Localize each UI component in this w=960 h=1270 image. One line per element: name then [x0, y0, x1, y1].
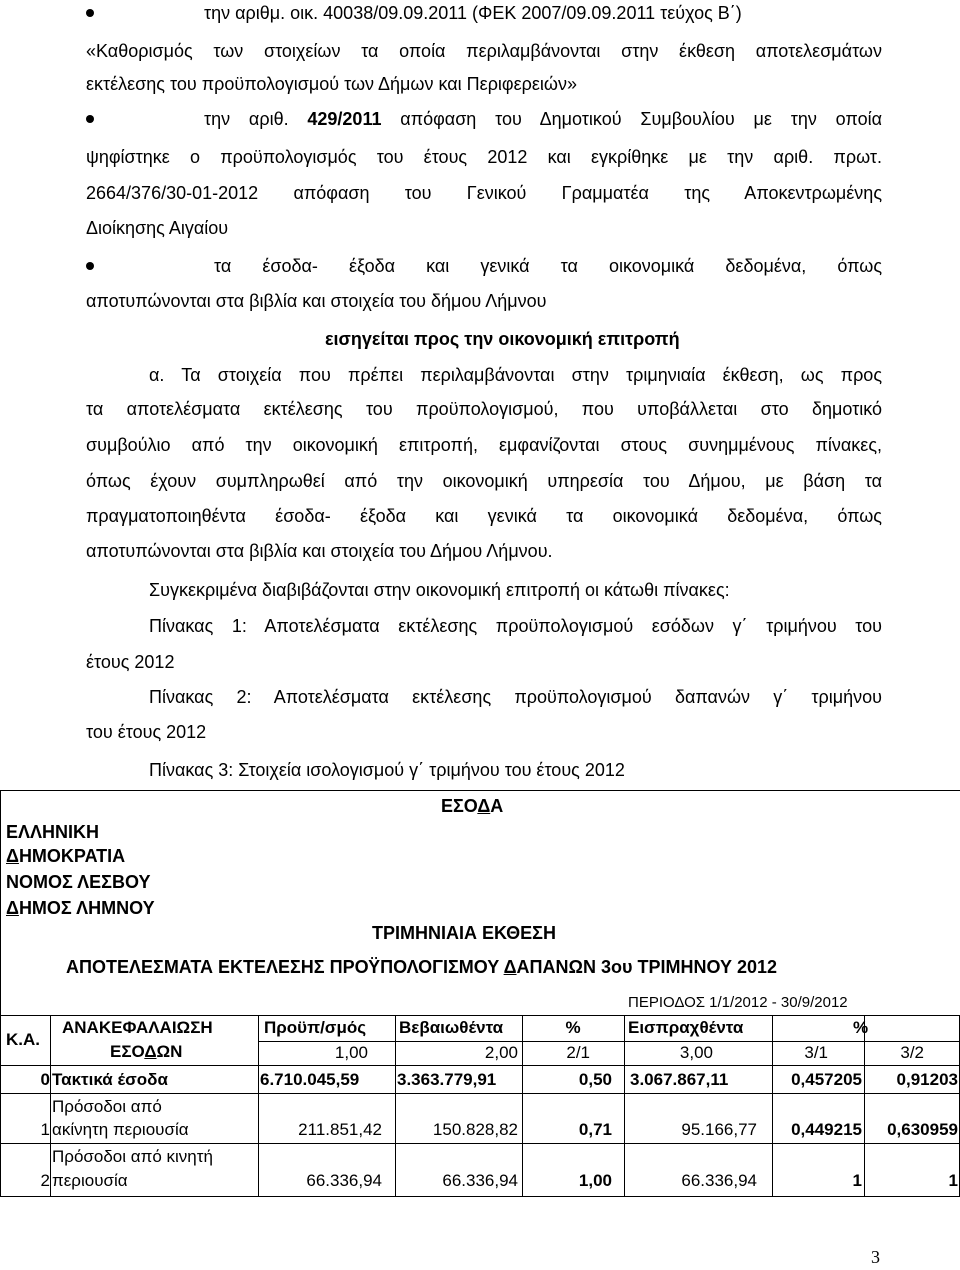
row-collected: 3.067.867,11 — [630, 1070, 729, 1089]
table-title: ΕΣΟΔΑ — [441, 796, 504, 816]
row-label: Τακτικά έσοδα — [52, 1070, 168, 1089]
row-label: περιουσία — [52, 1171, 128, 1190]
table-reference: Πίνακας 3: Στοιχεία ισολογισμού γ΄ τριμήνου του έτους 2012 — [149, 760, 625, 780]
row-budget: 211.851,42 — [298, 1120, 382, 1139]
row-collected: 66.336,94 — [681, 1171, 757, 1190]
row-pct3: 0,630959 — [887, 1120, 958, 1139]
index-cell: 2/1 — [566, 1043, 590, 1062]
row-certified: 66.336,94 — [442, 1171, 518, 1190]
header-collected: Εισπραχθέντα — [628, 1018, 744, 1037]
row-budget: 6.710.045,59 — [260, 1070, 360, 1089]
row-pct1: 0,50 — [578, 1070, 612, 1089]
row-label: Πρόσοδοι από — [52, 1097, 162, 1116]
header-pct: % — [853, 1018, 869, 1037]
table-border — [0, 1093, 960, 1094]
section-heading: εισηγείται προς την οικονομική επιτροπή — [325, 329, 680, 349]
paragraph-line: 2664/376/30-01-2012 απόφαση του Γενικού Γραμματέα της Αποκεντρωμένης — [86, 183, 882, 203]
bullet-dot — [86, 262, 94, 270]
row-label: Πρόσοδοι από κινητή — [52, 1147, 213, 1166]
row-pct2: 1 — [852, 1171, 862, 1190]
paragraph-line: αποτυπώνονται στα βιβλία και στοιχεία του Δήμου Λήμνου. — [86, 541, 553, 561]
org-line: ΔΗΜΟΚΡΑΤΙΑ — [6, 846, 126, 866]
table-border — [0, 1143, 960, 1144]
row-code: 1 — [40, 1120, 50, 1139]
table-border — [0, 1015, 960, 1016]
table-border — [50, 1015, 51, 1196]
index-cell: 3,00 — [679, 1043, 713, 1062]
paragraph-line: συμβούλιο από την οικονομική επιτροπή, εμφανίζονται στους συνημμένους πίνακες, — [86, 435, 882, 455]
header-certified: Βεβαιωθέντα — [399, 1018, 504, 1037]
index-cell: 3/2 — [900, 1043, 924, 1062]
paragraph-line: όπως έχουν συμπληρωθεί από την οικονομική υπηρεσία του Δήμου, με βάση τα — [86, 471, 882, 491]
table-border — [0, 1196, 960, 1197]
decision-number: 429/2011 — [307, 109, 382, 129]
row-pct2: 0,449215 — [791, 1120, 862, 1139]
header-budget: Προϋπ/σμός — [264, 1018, 367, 1037]
paragraph-line: Διοίκησης Αιγαίου — [86, 218, 229, 238]
table-reference: Πίνακας 2: Αποτελέσματα εκτέλεσης προϋπολογισμού δαπανών γ΄ τριμήνου — [149, 687, 882, 707]
row-certified: 3.363.779,91 — [397, 1070, 497, 1089]
paragraph-line: του έτους 2012 — [86, 722, 207, 742]
row-pct3: 1 — [948, 1171, 958, 1190]
row-collected: 95.166,77 — [681, 1120, 757, 1139]
index-cell: 1,00 — [334, 1043, 368, 1062]
bullet-dot — [86, 115, 94, 123]
paragraph-line: πραγματοποιηθέντα έσοδα- έξοδα και γενικά τα οικονομικά δεδομένα, όπως — [86, 506, 882, 526]
table-border — [0, 790, 1, 1197]
paragraph-line: «Καθορισμός των στοιχείων τα οποία περιλαμβάνονται στην έκθεση αποτελεσμάτων — [86, 41, 882, 61]
table-border — [0, 1065, 960, 1066]
org-line: ΔΗΜΟΣ ΛΗΜΝΟΥ — [6, 898, 155, 918]
report-period: ΠΕΡΙΟΔΟΣ 1/1/2012 - 30/9/2012 — [628, 994, 848, 1011]
header-summary: ΕΣΟΔΩΝ — [110, 1042, 183, 1061]
paragraph-line: α. Τα στοιχεία που πρέπει περιλαμβάνονται στην τριμηνιαία έκθεση, ως προς — [149, 365, 882, 385]
org-line: ΝΟΜΟΣ ΛΕΣΒΟΥ — [6, 872, 151, 892]
header-pct: % — [565, 1018, 581, 1037]
report-title: ΤΡΙΜΗΝΙΑΙΑ ΕΚΘΕΣΗ — [372, 923, 556, 943]
row-pct1: 0,71 — [578, 1120, 612, 1139]
row-label: ακίνητη περιουσία — [52, 1120, 189, 1139]
report-subtitle: ΑΠΟΤΕΛΕΣΜΑΤΑ ΕΚΤΕΛΕΣΗΣ ΠΡΟΫΠΟΛΟΓΙΣΜΟΥ ΔΑΠΑΝΩΝ 3ου ΤΡΙΜΗΝΟΥ 2012 — [66, 957, 778, 977]
header-ka: Κ.Α. — [6, 1030, 40, 1049]
org-line: ΕΛΛΗΝΙΚΗ — [6, 822, 100, 842]
paragraph-line: τα αποτελέσματα εκτέλεσης του προϋπολογισμού, που υποβάλλεται στο δημοτικό — [86, 399, 882, 419]
row-budget: 66.336,94 — [306, 1171, 382, 1190]
table-border — [0, 790, 960, 791]
bullet-text-1: την αριθμ. οικ. 40038/09.09.2011 (ΦΕΚ 2007/09.09.2011 τεύχος Β΄) — [204, 3, 742, 23]
bullet-text-2: την αριθ. 429/2011 απόφαση του Δημοτικού Συμβουλίου με την οποία — [204, 109, 883, 129]
paragraph-line: αποτυπώνονται στα βιβλία και στοιχεία του δήμου Λήμνου — [86, 291, 547, 311]
paragraph-line: έτους 2012 — [86, 652, 175, 672]
index-cell: 2,00 — [484, 1043, 518, 1062]
row-code: 2 — [40, 1171, 50, 1190]
header-summary: ΑΝΑΚΕΦΑΛΑΙΩΣΗ — [62, 1018, 213, 1037]
page-number: 3 — [871, 1247, 880, 1267]
row-pct1: 1,00 — [578, 1171, 612, 1190]
row-code: 0 — [40, 1070, 50, 1089]
row-pct3: 0,91203 — [896, 1070, 958, 1089]
paragraph-line: ψηφίστηκε ο προϋπολογισμός του έτους 2012 και εγκρίθηκε με την αριθ. πρωτ. — [86, 147, 882, 167]
table-reference: Πίνακας 1: Αποτελέσματα εκτέλεσης προϋπολογισμού εσόδων γ΄ τριμήνου του — [149, 616, 882, 636]
bullet-dot — [86, 9, 94, 17]
bullet-text-3: τα έσοδα- έξοδα και γενικά τα οικονομικά δεδομένα, όπως — [214, 256, 882, 276]
index-cell: 3/1 — [804, 1043, 828, 1062]
paragraph-line: Συγκεκριμένα διαβιβάζονται στην οικονομική επιτροπή οι κάτωθι πίνακες: — [149, 580, 730, 600]
row-pct2: 0,457205 — [791, 1070, 862, 1089]
table-border — [258, 1041, 960, 1042]
row-certified: 150.828,82 — [432, 1120, 518, 1139]
paragraph-line: εκτέλεσης του προϋπολογισμού των Δήμων και Περιφερειών» — [86, 74, 577, 94]
